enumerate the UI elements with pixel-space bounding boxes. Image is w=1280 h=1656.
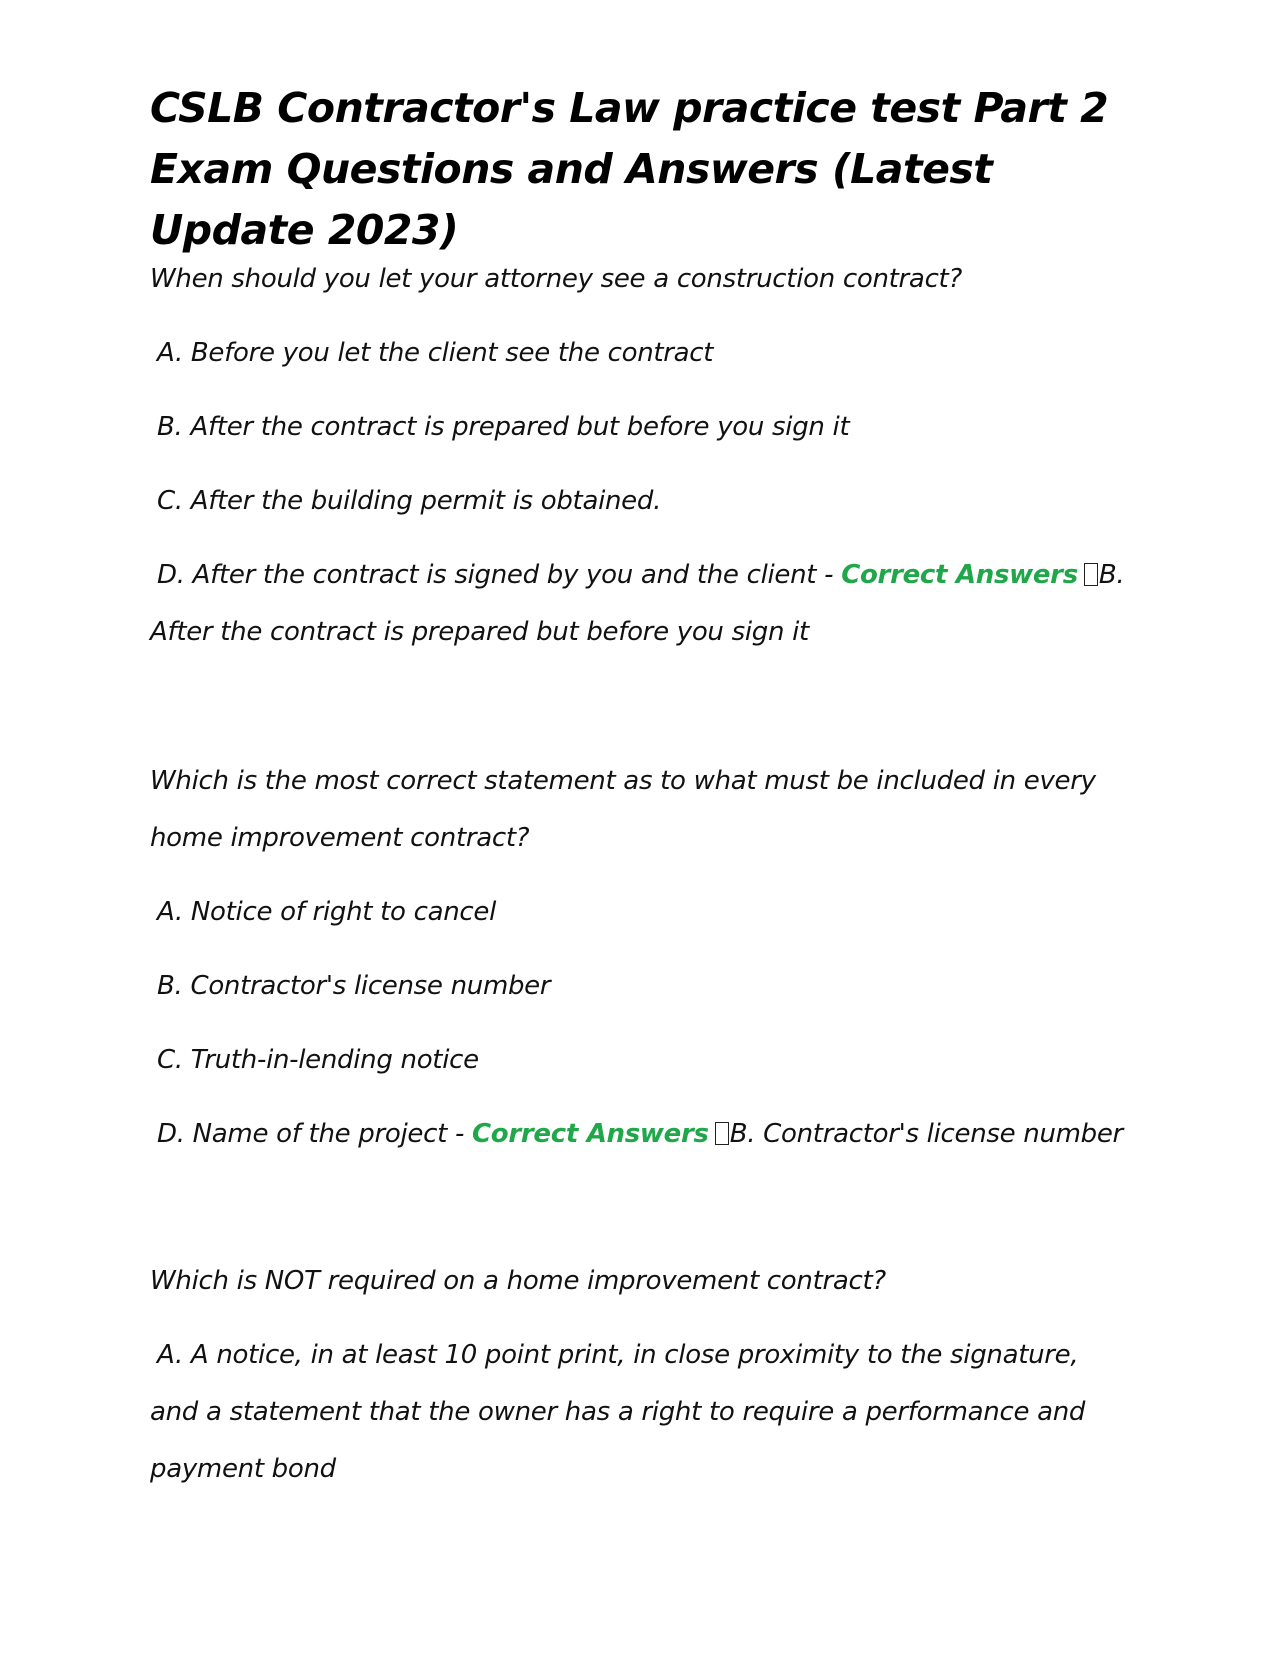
option-b: B. Contractor's license number <box>157 971 551 1001</box>
question-text: Which is the most correct statement as to what must be included in every home improvement contract? <box>150 766 1096 853</box>
option-a: A. Notice of right to cancel <box>157 897 496 927</box>
option-b: B. After the contract is prepared but before you sign it <box>157 412 850 442</box>
option-a: A. A notice, in at least 10 point print, in close proximity to the signature, and a statement that the owner has a right to require a performance and payment bond <box>150 1340 1086 1484</box>
correct-answers-label: Correct Answers <box>472 1119 709 1149</box>
question-text: Which is NOT required on a home improvement contract? <box>150 1266 886 1296</box>
correct-answers-label: Correct Answers <box>841 560 1078 590</box>
correct-answer-text: B. Contractor's license number <box>729 1119 1123 1149</box>
question-block <box>150 753 1130 1163</box>
correct-answer-text: B. After the contract is prepared but before you sign it <box>150 560 1125 647</box>
document-title: CSLB Contractor's Law practice test Part 2 Exam Questions and Answers (Latest Update 2023) <box>150 84 1109 254</box>
box-glyph-icon <box>715 1122 729 1145</box>
question-text: When should you let your attorney see a construction contract? <box>150 264 962 294</box>
option-a: A. Before you let the client see the contract <box>157 338 714 368</box>
option-d-with-answer <box>150 1106 1130 1163</box>
document-page <box>150 78 1130 1498</box>
box-glyph-icon <box>1084 563 1098 586</box>
option-c: C. After the building permit is obtained. <box>157 486 662 516</box>
question-block <box>150 1253 1130 1498</box>
option-d: D. Name of the project - <box>157 1119 472 1149</box>
option-d-with-answer <box>150 547 1130 661</box>
question-block <box>150 251 1130 661</box>
option-c: C. Truth-in-lending notice <box>157 1045 479 1075</box>
option-d: D. After the contract is signed by you and the client - <box>157 560 842 590</box>
